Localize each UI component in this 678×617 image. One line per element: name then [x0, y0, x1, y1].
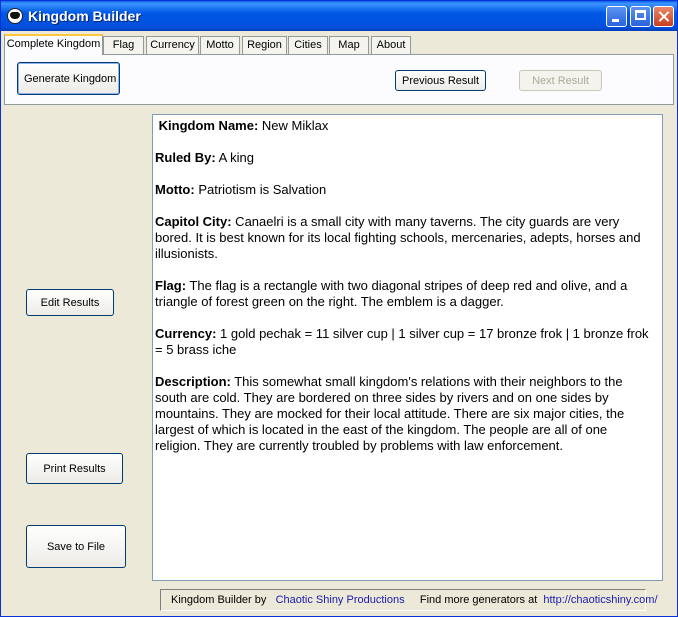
currency-value: 1 gold pechak = 11 silver cup | 1 silver cup = 17 bronze frok | 1 bronze frok = 5 brass iche	[155, 326, 649, 357]
maximize-icon[interactable]	[630, 6, 651, 27]
tab-map[interactable]: Map	[329, 36, 369, 54]
flag-label: Flag:	[155, 278, 187, 293]
flag-line	[155, 278, 654, 310]
kingdom-name-line	[155, 118, 654, 134]
description-label: Description:	[155, 374, 231, 389]
capitol-city-label: Capitol City:	[155, 214, 232, 229]
results-textbox[interactable]	[152, 114, 663, 581]
tab-about[interactable]: About	[371, 36, 411, 54]
window-title: Kingdom Builder	[28, 8, 141, 24]
flag-value: The flag is a rectangle with two diagonal stripes of deep red and olive, and a triangle of forest green on the right. The emblem is a dagger.	[155, 278, 628, 309]
currency-line	[155, 326, 654, 358]
description-value: This somewhat small kingdom's relations with their neighbors to the south are cold. They are bordered on three sides by rivers and on one sides by mountains. They are mocked for their local attitude. There are six major cities, the largest of which is located in the east of the kingdom. The people are all of one religion. They are currently troubled by problems with law enforcement.	[155, 374, 625, 453]
capitol-city-line	[155, 214, 654, 262]
footer-prefix: Kingdom Builder by	[171, 594, 267, 606]
minimize-icon[interactable]	[606, 6, 627, 27]
motto-value: Patriotism is Salvation	[194, 182, 327, 197]
motto-line	[155, 182, 654, 198]
kingdom-name-label: Kingdom Name:	[158, 118, 259, 133]
save-to-file-button[interactable]: Save to File	[26, 525, 126, 568]
print-results-button[interactable]: Print Results	[26, 453, 123, 484]
tab-flag[interactable]: Flag	[103, 36, 144, 54]
motto-label: Motto:	[155, 182, 195, 197]
close-icon[interactable]	[653, 6, 674, 27]
tab-complete-kingdom[interactable]: Complete Kingdom	[4, 34, 103, 55]
ruled-by-label: Ruled By:	[155, 150, 216, 165]
next-result-button[interactable]: Next Result	[519, 70, 602, 91]
title-bar[interactable]	[1, 1, 677, 31]
previous-result-button[interactable]: Previous Result	[395, 70, 486, 91]
generate-kingdom-button[interactable]: Generate Kingdom	[17, 62, 120, 95]
footer-bar	[160, 589, 658, 611]
tab-cities[interactable]: Cities	[288, 36, 328, 54]
app-icon	[7, 8, 23, 24]
website-link[interactable]: http://chaoticshiny.com/	[543, 594, 658, 606]
tab-motto[interactable]: Motto	[200, 36, 240, 54]
capitol-city-value: Canaelri is a small city with many taverns. The city guards are very bored. It is best known for its local fighting schools, mercenaries, adepts, horses and illusionists.	[155, 214, 641, 261]
tab-currency[interactable]: Currency	[146, 36, 199, 54]
description-line	[155, 374, 654, 454]
ruled-by-value: A king	[215, 150, 254, 165]
tab-region[interactable]: Region	[242, 36, 287, 54]
ruled-by-line	[155, 150, 654, 166]
author-link[interactable]: Chaotic Shiny Productions	[275, 594, 405, 606]
kingdom-name-value: New Miklax	[258, 118, 329, 133]
currency-label: Currency:	[155, 326, 217, 341]
footer-more-text: Find more generators at	[419, 594, 538, 606]
edit-results-button[interactable]: Edit Results	[26, 289, 114, 316]
